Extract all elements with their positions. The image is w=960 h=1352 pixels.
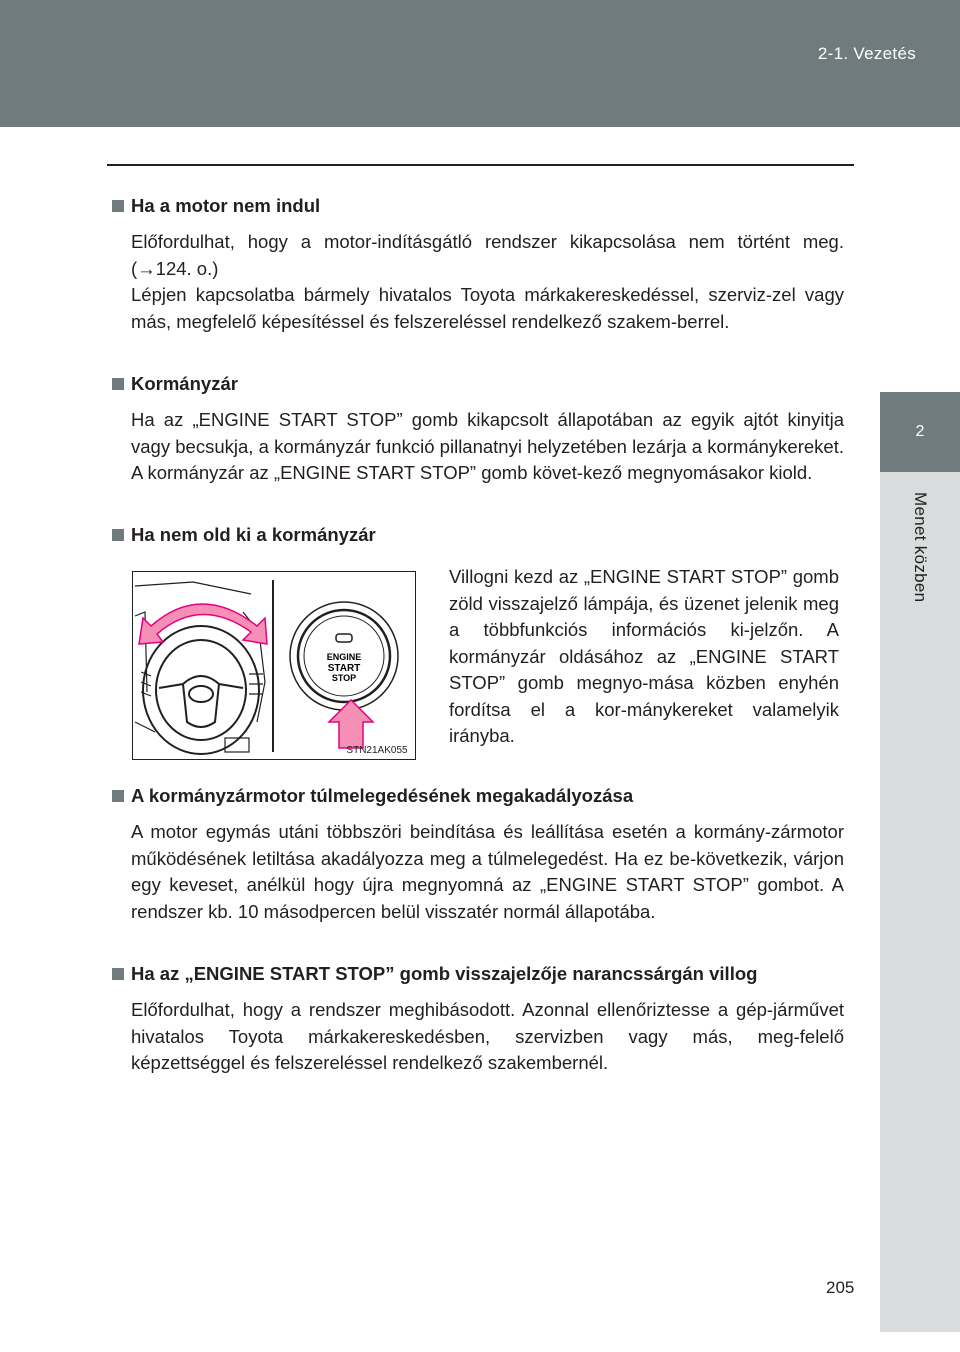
press-arrow-icon (329, 700, 373, 748)
bullet-square-icon (112, 378, 124, 390)
steering-wheel-icon (143, 626, 259, 754)
rotation-arrow-icon (139, 604, 267, 644)
section-lock-not-released (112, 522, 844, 548)
engine-start-stop-button-icon (290, 602, 398, 710)
header-rule (107, 164, 854, 166)
section-overheat-prevention (112, 783, 844, 925)
paragraph: Ha az „ENGINE START STOP” gomb kikapcsolt állapotában az egyik ajtót kinyitja vagy becsukja, a kormányzár funkció pillanatnyi helyzetében lezárja a kormánykereket. A kormányzár az „ENGINE START STOP” gomb követ-kező megnyomásakor kiold. (131, 409, 844, 483)
paragraph: Előfordulhat, hogy a motor-indításgátló rendszer kikapcsolása nem történt meg. (→124. o.) (131, 231, 844, 279)
section-steering-lock (112, 371, 844, 487)
section-heading: Ha az „ENGINE START STOP” gomb visszajelzője narancssárgán villog (131, 963, 758, 984)
button-label-engine: ENGINE (326, 652, 362, 662)
chapter-tab-number: 2 (880, 392, 960, 472)
section-indicator-blinking (112, 961, 844, 1077)
section-heading: Ha nem old ki a kormányzár (131, 524, 376, 545)
bullet-square-icon (112, 529, 124, 541)
page-number: 205 (826, 1278, 855, 1297)
chapter-tab-label: Menet közben (911, 492, 930, 603)
header-band (0, 0, 960, 127)
section-heading: Kormányzár (131, 373, 238, 394)
section-heading: Ha a motor nem indul (131, 195, 321, 216)
section-heading: A kormányzármotor túlmelegedésének megakadályozása (131, 785, 634, 806)
paragraph: Előfordulhat, hogy a rendszer meghibásodott. Azonnal ellenőriztesse a gép-járművet hivatalos Toyota márkakereskedésben, szervizben vagy más, meg-felelő képzettséggel és felszereléssel rendelkező szakembernél. (131, 999, 844, 1073)
bullet-square-icon (112, 200, 124, 212)
bullet-square-icon (112, 968, 124, 980)
button-label-stop: STOP (331, 673, 357, 683)
chapter-tab (880, 472, 960, 1332)
paragraph: A motor egymás utáni többszöri beindítása és leállítása esetén a kormány-zármotor működésének letiltása akadályozza meg a túlmelegedést. Ha ez be-következik, várjon egy keveset, anélkül hogy újra megnyomná az „ENGINE START STOP” gombot. A rendszer kb. 10 másodpercen belül visszatér normál állapotába. (131, 821, 844, 922)
steering-wheel-illustration (132, 571, 416, 760)
button-label-start: START (327, 663, 361, 674)
bullet-square-icon (112, 790, 124, 802)
section-title: 2-1. Vezetés (817, 44, 916, 63)
figure-caption: Villogni kezd az „ENGINE START STOP” gomb zöld visszajelző lámpája, és üzenet jelenik meg a többfunkciós információs ki-jelzőn. A kormányzár oldásához az „ENGINE START STOP” gomb megnyo-mása közben enyhén fordítsa el a kor-mánykereket valamelyik irányba. (449, 566, 839, 746)
figure-code: STN21AK055 (346, 745, 408, 756)
section-engine-not-starting (112, 193, 844, 335)
paragraph: Lépjen kapcsolatba bármely hivatalos Toyota márkakereskedéssel, szerviz-zel vagy más, megfelelő képesítéssel és felszereléssel rendelkező szakem-berrel. (131, 284, 844, 332)
